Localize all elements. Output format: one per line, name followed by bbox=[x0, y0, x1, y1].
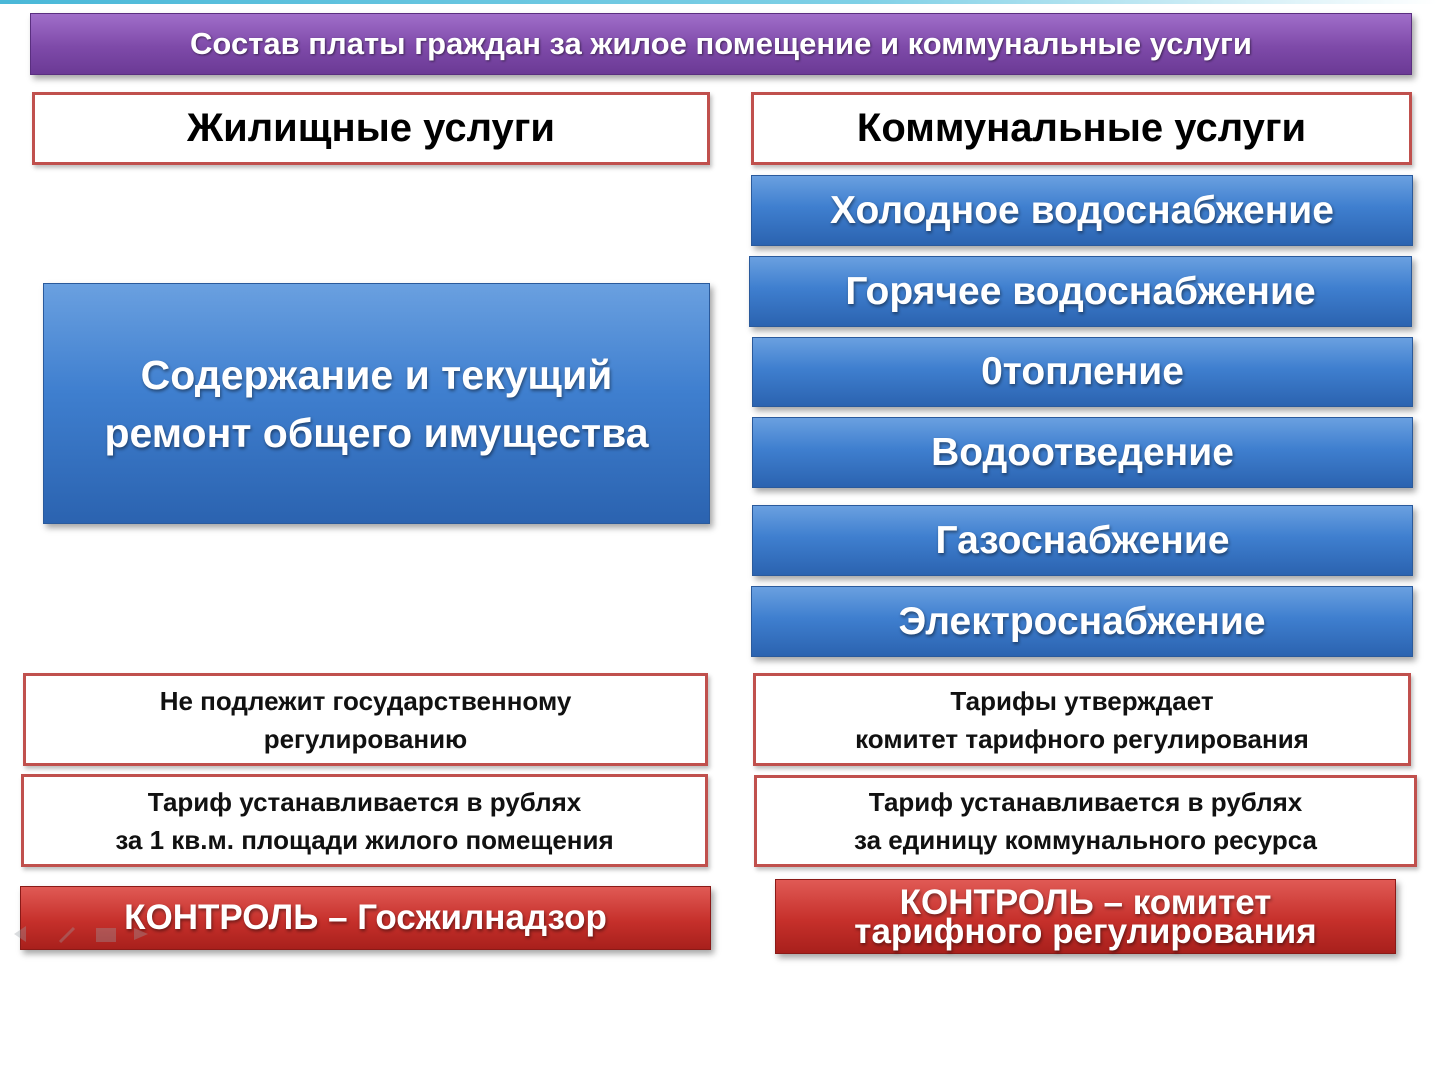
gas-supply-box: Газоснабжение bbox=[752, 505, 1413, 576]
utility-tariff-line-1: Тариф устанавливается в рублях bbox=[868, 787, 1303, 817]
electricity-supply-box: Электроснабжение bbox=[751, 586, 1413, 657]
housing-tariff-line-1: Тариф устанавливается в рублях bbox=[147, 786, 582, 817]
housing-tariff-note bbox=[21, 774, 708, 867]
housing-regulation-line-1: Не подлежит государственному bbox=[159, 685, 572, 716]
utility-tariff-note bbox=[754, 775, 1417, 867]
maintenance-line-1: Содержание и текущий bbox=[140, 351, 613, 398]
housing-regulation-line-2: регулированию bbox=[263, 723, 468, 754]
utility-control-line-2: тарифного регулирования bbox=[854, 911, 1317, 951]
heating-box: 0топление bbox=[752, 337, 1413, 407]
cold-water-supply-box: Холодное водоснабжение bbox=[751, 175, 1413, 246]
hot-water-supply-box: Горячее водоснабжение bbox=[749, 256, 1412, 327]
utility-tariff-line-2: за единицу коммунального ресурса bbox=[854, 825, 1317, 855]
utility-regulation-note bbox=[753, 673, 1411, 766]
housing-services-header: Жилищные услуги bbox=[32, 92, 710, 165]
housing-control-box: КОНТРОЛЬ – Госжилнадзор bbox=[20, 886, 711, 950]
top-accent-line bbox=[0, 0, 1437, 4]
utility-control-line-1: КОНТРОЛЬ – комитет bbox=[899, 882, 1272, 922]
maintenance-repair-box bbox=[43, 283, 710, 524]
utility-regulation-line-1: Тарифы утверждает bbox=[950, 685, 1214, 716]
slide-title: Состав платы граждан за жилое помещение и коммунальные услуги bbox=[30, 13, 1412, 75]
utility-regulation-line-2: комитет тарифного регулирования bbox=[855, 723, 1309, 754]
maintenance-line-2: ремонт общего имущества bbox=[104, 409, 649, 456]
utility-control-box bbox=[775, 879, 1396, 954]
faint-toolbar-icons bbox=[12, 922, 152, 946]
housing-tariff-line-2: за 1 кв.м. площади жилого помещения bbox=[115, 824, 614, 855]
water-disposal-box: Водоотведение bbox=[752, 417, 1413, 488]
utility-services-header: Коммунальные услуги bbox=[751, 92, 1412, 165]
housing-regulation-note bbox=[23, 673, 708, 766]
